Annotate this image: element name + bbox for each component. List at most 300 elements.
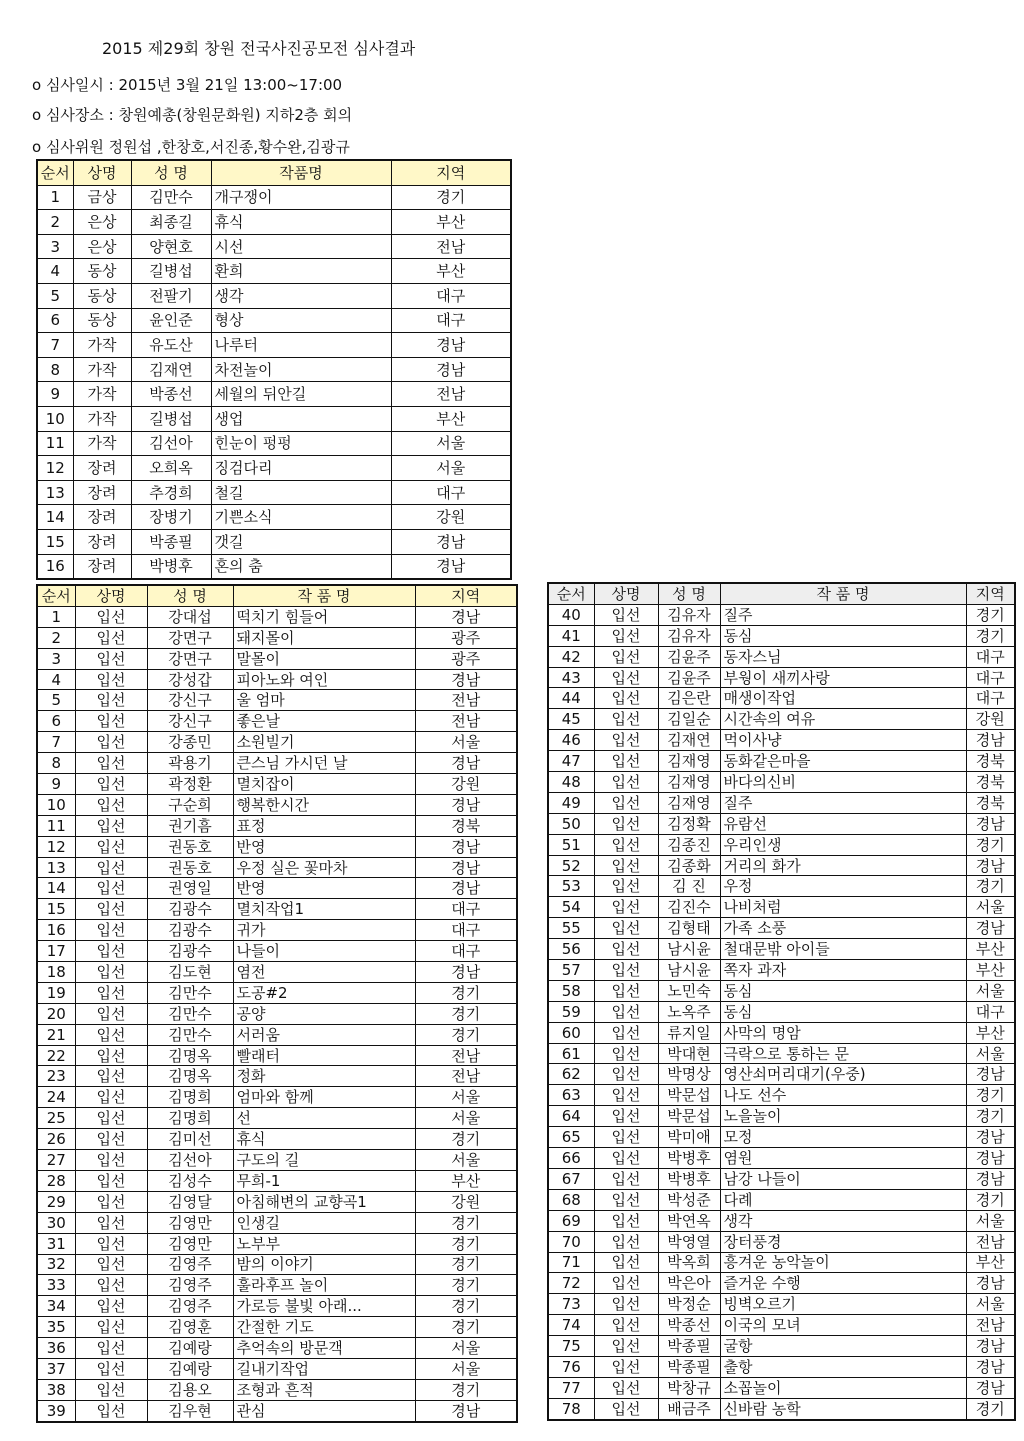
cell-order: 44 xyxy=(548,688,594,709)
cell-award: 입선 xyxy=(75,774,147,795)
table-row xyxy=(37,234,511,259)
cell-award: 입선 xyxy=(75,1024,147,1045)
cell-order: 76 xyxy=(548,1356,594,1377)
cell-name: 박정순 xyxy=(658,1294,720,1315)
cell-region: 부산 xyxy=(966,1022,1015,1043)
cell-name: 김영주 xyxy=(147,1296,233,1317)
cell-region: 대구 xyxy=(966,1001,1015,1022)
cell-work: 동심 xyxy=(720,1001,966,1022)
cell-award: 입선 xyxy=(75,1045,147,1066)
cell-region: 경남 xyxy=(966,1356,1015,1377)
cell-order: 52 xyxy=(548,855,594,876)
cell-order: 11 xyxy=(37,431,73,456)
cell-work: 우정 xyxy=(720,876,966,897)
cell-name: 추경희 xyxy=(131,480,211,505)
cell-name: 강신구 xyxy=(147,690,233,711)
cell-award: 입선 xyxy=(594,813,658,834)
cell-award: 장려 xyxy=(73,554,131,579)
cell-work: 조형과 흔적 xyxy=(233,1379,415,1400)
cell-region: 경북 xyxy=(966,751,1015,772)
cell-work: 질주 xyxy=(720,604,966,625)
page-title: 2015 제29회 창원 전국사진공모전 심사결과 xyxy=(102,39,416,58)
table-row xyxy=(37,259,511,284)
cell-award: 입선 xyxy=(75,627,147,648)
header-region: 지역 xyxy=(415,585,517,606)
cell-award: 은상 xyxy=(73,210,131,235)
cell-order: 14 xyxy=(37,505,73,530)
table-row xyxy=(548,625,1015,646)
table-row xyxy=(548,1252,1015,1273)
cell-work: 굴항 xyxy=(720,1336,966,1357)
table-row xyxy=(548,1210,1015,1231)
cell-name: 강신구 xyxy=(147,711,233,732)
cell-award: 입선 xyxy=(594,855,658,876)
cell-order: 35 xyxy=(37,1317,75,1338)
cell-award: 입선 xyxy=(75,1087,147,1108)
cell-award: 입선 xyxy=(594,1294,658,1315)
cell-region: 전남 xyxy=(391,234,511,259)
cell-award: 입선 xyxy=(594,709,658,730)
table-row xyxy=(548,1064,1015,1085)
cell-work: 나들이 xyxy=(233,941,415,962)
cell-name: 곽용기 xyxy=(147,753,233,774)
cell-region: 부산 xyxy=(415,1170,517,1191)
cell-region: 경남 xyxy=(415,878,517,899)
table-row xyxy=(548,1356,1015,1377)
cell-work: 동자스님 xyxy=(720,646,966,667)
table-row xyxy=(37,1024,517,1045)
table-row xyxy=(548,1294,1015,1315)
cell-work: 혼의 춤 xyxy=(211,554,391,579)
cell-work: 좋은날 xyxy=(233,711,415,732)
table-row xyxy=(37,1191,517,1212)
cell-order: 61 xyxy=(548,1043,594,1064)
table-row xyxy=(37,982,517,1003)
cell-order: 60 xyxy=(548,1022,594,1043)
cell-region: 경기 xyxy=(966,876,1015,897)
cell-order: 48 xyxy=(548,772,594,793)
cell-name: 김재영 xyxy=(658,751,720,772)
cell-name: 김선아 xyxy=(147,1150,233,1171)
table-row xyxy=(37,1045,517,1066)
cell-order: 10 xyxy=(37,406,73,431)
cell-award: 입선 xyxy=(594,1398,658,1419)
table-row xyxy=(548,918,1015,939)
cell-order: 10 xyxy=(37,794,75,815)
cell-region: 경남 xyxy=(415,1400,517,1421)
cell-name: 전팔기 xyxy=(131,283,211,308)
table-row xyxy=(548,1189,1015,1210)
cell-award: 입선 xyxy=(594,1106,658,1127)
cell-order: 67 xyxy=(548,1168,594,1189)
cell-award: 입선 xyxy=(75,1358,147,1379)
cell-work: 나비처럼 xyxy=(720,897,966,918)
cell-work: 훌라후프 놀이 xyxy=(233,1275,415,1296)
table-header-row xyxy=(548,583,1015,604)
cell-name: 김만수 xyxy=(147,982,233,1003)
cell-order: 4 xyxy=(37,259,73,284)
table-row xyxy=(37,554,511,579)
cell-name: 박영열 xyxy=(658,1231,720,1252)
header-award: 상명 xyxy=(73,160,131,185)
cell-name: 김재연 xyxy=(658,730,720,751)
cell-work: 형상 xyxy=(211,308,391,333)
cell-work: 신바람 농학 xyxy=(720,1398,966,1419)
cell-region: 서울 xyxy=(966,980,1015,1001)
cell-region: 경기 xyxy=(415,982,517,1003)
cell-order: 34 xyxy=(37,1296,75,1317)
cell-region: 서울 xyxy=(415,1150,517,1171)
table-row xyxy=(37,1212,517,1233)
table-row xyxy=(37,308,511,333)
cell-order: 2 xyxy=(37,627,75,648)
cell-region: 경남 xyxy=(415,669,517,690)
cell-name: 윤인준 xyxy=(131,308,211,333)
cell-name: 유도산 xyxy=(131,333,211,358)
table-row xyxy=(548,604,1015,625)
cell-name: 김명희 xyxy=(147,1087,233,1108)
cell-award: 입선 xyxy=(75,1275,147,1296)
table-row xyxy=(548,855,1015,876)
cell-order: 49 xyxy=(548,792,594,813)
table-row xyxy=(548,1043,1015,1064)
cell-name: 배금주 xyxy=(658,1398,720,1419)
cell-region: 대구 xyxy=(966,688,1015,709)
cell-award: 장려 xyxy=(73,480,131,505)
cell-order: 18 xyxy=(37,962,75,983)
cell-name: 김진수 xyxy=(658,897,720,918)
cell-order: 13 xyxy=(37,857,75,878)
cell-work: 징검다리 xyxy=(211,456,391,481)
table-row xyxy=(548,1273,1015,1294)
header-name: 성 명 xyxy=(131,160,211,185)
cell-region: 경남 xyxy=(391,333,511,358)
cell-region: 서울 xyxy=(391,456,511,481)
cell-work: 먹이사냥 xyxy=(720,730,966,751)
cell-name: 김영주 xyxy=(147,1254,233,1275)
cell-region: 대구 xyxy=(966,646,1015,667)
selected-table-right xyxy=(547,582,1016,1421)
cell-work: 떡치기 힘들어 xyxy=(233,606,415,627)
cell-award: 입선 xyxy=(594,1064,658,1085)
cell-name: 김재영 xyxy=(658,772,720,793)
cell-name: 박종선 xyxy=(658,1315,720,1336)
table-row xyxy=(548,1106,1015,1127)
cell-work: 우리인생 xyxy=(720,834,966,855)
table-row xyxy=(37,1170,517,1191)
cell-region: 강원 xyxy=(415,774,517,795)
cell-award: 입선 xyxy=(594,792,658,813)
cell-work: 빙벽오르기 xyxy=(720,1294,966,1315)
cell-name: 김종진 xyxy=(658,834,720,855)
cell-name: 류지일 xyxy=(658,1022,720,1043)
cell-award: 입선 xyxy=(594,1315,658,1336)
cell-name: 김예랑 xyxy=(147,1358,233,1379)
cell-order: 41 xyxy=(548,625,594,646)
top-awards-table xyxy=(36,159,512,580)
cell-award: 입선 xyxy=(75,690,147,711)
cell-work: 휴식 xyxy=(233,1129,415,1150)
cell-region: 경기 xyxy=(415,1024,517,1045)
cell-region: 부산 xyxy=(391,259,511,284)
cell-order: 20 xyxy=(37,1003,75,1024)
table-row xyxy=(37,333,511,358)
cell-work: 갯길 xyxy=(211,529,391,554)
cell-award: 입선 xyxy=(594,1356,658,1377)
cell-order: 8 xyxy=(37,357,73,382)
cell-order: 53 xyxy=(548,876,594,897)
cell-award: 입선 xyxy=(75,1212,147,1233)
cell-name: 김만수 xyxy=(147,1003,233,1024)
cell-work: 가족 소풍 xyxy=(720,918,966,939)
cell-order: 29 xyxy=(37,1191,75,1212)
cell-award: 입선 xyxy=(594,1336,658,1357)
cell-name: 김은란 xyxy=(658,688,720,709)
cell-order: 56 xyxy=(548,939,594,960)
cell-work: 울 엄마 xyxy=(233,690,415,711)
cell-name: 김선아 xyxy=(131,431,211,456)
cell-region: 경남 xyxy=(966,730,1015,751)
header-region: 지역 xyxy=(966,583,1015,604)
cell-region: 경남 xyxy=(966,813,1015,834)
cell-work: 노부부 xyxy=(233,1233,415,1254)
cell-order: 64 xyxy=(548,1106,594,1127)
cell-name: 권동호 xyxy=(147,836,233,857)
cell-region: 전남 xyxy=(415,711,517,732)
cell-work: 남강 나들이 xyxy=(720,1168,966,1189)
cell-award: 입선 xyxy=(75,732,147,753)
cell-work: 생각 xyxy=(720,1210,966,1231)
cell-name: 최종길 xyxy=(131,210,211,235)
cell-work: 관심 xyxy=(233,1400,415,1421)
cell-name: 박종필 xyxy=(658,1356,720,1377)
table-row xyxy=(37,1275,517,1296)
cell-award: 입선 xyxy=(594,1377,658,1398)
cell-award: 입선 xyxy=(75,1317,147,1338)
cell-work: 동화같은마을 xyxy=(720,751,966,772)
cell-order: 1 xyxy=(37,606,75,627)
cell-name: 박은아 xyxy=(658,1273,720,1294)
cell-award: 입선 xyxy=(594,625,658,646)
cell-order: 77 xyxy=(548,1377,594,1398)
cell-work: 밤의 이야기 xyxy=(233,1254,415,1275)
cell-order: 28 xyxy=(37,1170,75,1191)
cell-award: 은상 xyxy=(73,234,131,259)
cell-work: 부웡이 새끼사랑 xyxy=(720,667,966,688)
table-row xyxy=(37,382,511,407)
cell-work: 멸치작업1 xyxy=(233,899,415,920)
cell-region: 대구 xyxy=(391,283,511,308)
cell-award: 입선 xyxy=(75,982,147,1003)
cell-award: 입선 xyxy=(594,1231,658,1252)
cell-name: 박병후 xyxy=(658,1168,720,1189)
table-row xyxy=(548,1001,1015,1022)
cell-order: 11 xyxy=(37,815,75,836)
cell-work: 피아노와 여인 xyxy=(233,669,415,690)
cell-region: 경기 xyxy=(415,1003,517,1024)
cell-order: 50 xyxy=(548,813,594,834)
cell-region: 경기 xyxy=(415,1212,517,1233)
cell-region: 경북 xyxy=(415,815,517,836)
cell-region: 경남 xyxy=(966,1168,1015,1189)
table-row xyxy=(548,1085,1015,1106)
cell-work: 도공#2 xyxy=(233,982,415,1003)
cell-award: 입선 xyxy=(75,962,147,983)
cell-region: 경기 xyxy=(415,1317,517,1338)
cell-work: 말몰이 xyxy=(233,648,415,669)
cell-region: 전남 xyxy=(966,1315,1015,1336)
table-row xyxy=(37,711,517,732)
cell-work: 장터풍경 xyxy=(720,1231,966,1252)
cell-region: 경기 xyxy=(415,1296,517,1317)
cell-order: 78 xyxy=(548,1398,594,1419)
cell-award: 장려 xyxy=(73,505,131,530)
cell-award: 입선 xyxy=(75,669,147,690)
table-row xyxy=(37,1400,517,1421)
cell-name: 길병섭 xyxy=(131,406,211,431)
cell-award: 입선 xyxy=(594,1022,658,1043)
cell-region: 경남 xyxy=(415,753,517,774)
cell-order: 72 xyxy=(548,1273,594,1294)
selected-table-left xyxy=(36,584,518,1423)
cell-award: 가작 xyxy=(73,406,131,431)
cell-award: 장려 xyxy=(73,529,131,554)
cell-order: 12 xyxy=(37,456,73,481)
cell-order: 19 xyxy=(37,982,75,1003)
cell-order: 26 xyxy=(37,1129,75,1150)
cell-region: 부산 xyxy=(391,210,511,235)
cell-award: 동상 xyxy=(73,259,131,284)
table-row xyxy=(37,941,517,962)
header-order: 순서 xyxy=(548,583,594,604)
cell-order: 23 xyxy=(37,1066,75,1087)
cell-region: 경기 xyxy=(966,604,1015,625)
cell-work: 구도의 길 xyxy=(233,1150,415,1171)
cell-region: 경기 xyxy=(415,1233,517,1254)
header-name: 성 명 xyxy=(147,585,233,606)
cell-region: 전남 xyxy=(415,1066,517,1087)
cell-name: 박명상 xyxy=(658,1064,720,1085)
cell-name: 김유자 xyxy=(658,604,720,625)
cell-order: 6 xyxy=(37,308,73,333)
cell-award: 동상 xyxy=(73,308,131,333)
cell-name: 곽정환 xyxy=(147,774,233,795)
cell-work: 노을놀이 xyxy=(720,1106,966,1127)
cell-order: 17 xyxy=(37,941,75,962)
cell-name: 길병섭 xyxy=(131,259,211,284)
cell-region: 경남 xyxy=(391,529,511,554)
cell-name: 김일순 xyxy=(658,709,720,730)
cell-order: 54 xyxy=(548,897,594,918)
cell-region: 경남 xyxy=(966,855,1015,876)
cell-region: 전남 xyxy=(391,382,511,407)
cell-order: 47 xyxy=(548,751,594,772)
table-row xyxy=(548,960,1015,981)
cell-work: 무희-1 xyxy=(233,1170,415,1191)
cell-work: 차전놀이 xyxy=(211,357,391,382)
cell-work: 생업 xyxy=(211,406,391,431)
cell-award: 입선 xyxy=(594,730,658,751)
cell-region: 강원 xyxy=(966,709,1015,730)
cell-work: 엄마와 함께 xyxy=(233,1087,415,1108)
table-row xyxy=(37,732,517,753)
cell-award: 입선 xyxy=(594,939,658,960)
cell-order: 12 xyxy=(37,836,75,857)
cell-name: 김영주 xyxy=(147,1275,233,1296)
cell-name: 김명옥 xyxy=(147,1045,233,1066)
cell-work: 인생길 xyxy=(233,1212,415,1233)
cell-region: 경남 xyxy=(391,554,511,579)
cell-order: 51 xyxy=(548,834,594,855)
cell-name: 강면구 xyxy=(147,648,233,669)
table-row xyxy=(37,1087,517,1108)
cell-region: 부산 xyxy=(966,939,1015,960)
cell-name: 김예랑 xyxy=(147,1338,233,1359)
cell-award: 입선 xyxy=(75,794,147,815)
cell-name: 김광수 xyxy=(147,941,233,962)
cell-order: 69 xyxy=(548,1210,594,1231)
cell-award: 가작 xyxy=(73,431,131,456)
table-row xyxy=(548,751,1015,772)
cell-order: 5 xyxy=(37,690,75,711)
cell-order: 43 xyxy=(548,667,594,688)
cell-order: 16 xyxy=(37,920,75,941)
cell-region: 대구 xyxy=(391,480,511,505)
cell-region: 경남 xyxy=(966,1273,1015,1294)
cell-order: 71 xyxy=(548,1252,594,1273)
table-row xyxy=(37,690,517,711)
table-row xyxy=(37,480,511,505)
cell-name: 박종필 xyxy=(131,529,211,554)
cell-name: 장병기 xyxy=(131,505,211,530)
cell-work: 우정 실은 꽃마차 xyxy=(233,857,415,878)
cell-award: 입선 xyxy=(594,1210,658,1231)
cell-name: 김성수 xyxy=(147,1170,233,1191)
cell-name: 박종선 xyxy=(131,382,211,407)
cell-work: 시선 xyxy=(211,234,391,259)
table-row xyxy=(548,813,1015,834)
cell-order: 1 xyxy=(37,185,73,210)
cell-region: 강원 xyxy=(391,505,511,530)
cell-order: 63 xyxy=(548,1085,594,1106)
table-row xyxy=(37,1003,517,1024)
table-row xyxy=(548,834,1015,855)
cell-name: 강종민 xyxy=(147,732,233,753)
cell-award: 입선 xyxy=(75,1338,147,1359)
table-row xyxy=(548,709,1015,730)
cell-award: 금상 xyxy=(73,185,131,210)
cell-order: 21 xyxy=(37,1024,75,1045)
cell-region: 광주 xyxy=(415,627,517,648)
cell-name: 박병후 xyxy=(658,1148,720,1169)
cell-work: 추억속의 방문객 xyxy=(233,1338,415,1359)
cell-award: 입선 xyxy=(594,918,658,939)
table-row xyxy=(37,1150,517,1171)
cell-order: 45 xyxy=(548,709,594,730)
cell-work: 모정 xyxy=(720,1127,966,1148)
cell-work: 나루터 xyxy=(211,333,391,358)
cell-name: 박미애 xyxy=(658,1127,720,1148)
cell-award: 입선 xyxy=(594,1127,658,1148)
table-row xyxy=(548,876,1015,897)
cell-order: 68 xyxy=(548,1189,594,1210)
cell-order: 74 xyxy=(548,1315,594,1336)
cell-region: 서울 xyxy=(966,1210,1015,1231)
cell-order: 5 xyxy=(37,283,73,308)
cell-work: 철대문밖 아이들 xyxy=(720,939,966,960)
cell-region: 경남 xyxy=(415,836,517,857)
cell-name: 김윤주 xyxy=(658,646,720,667)
